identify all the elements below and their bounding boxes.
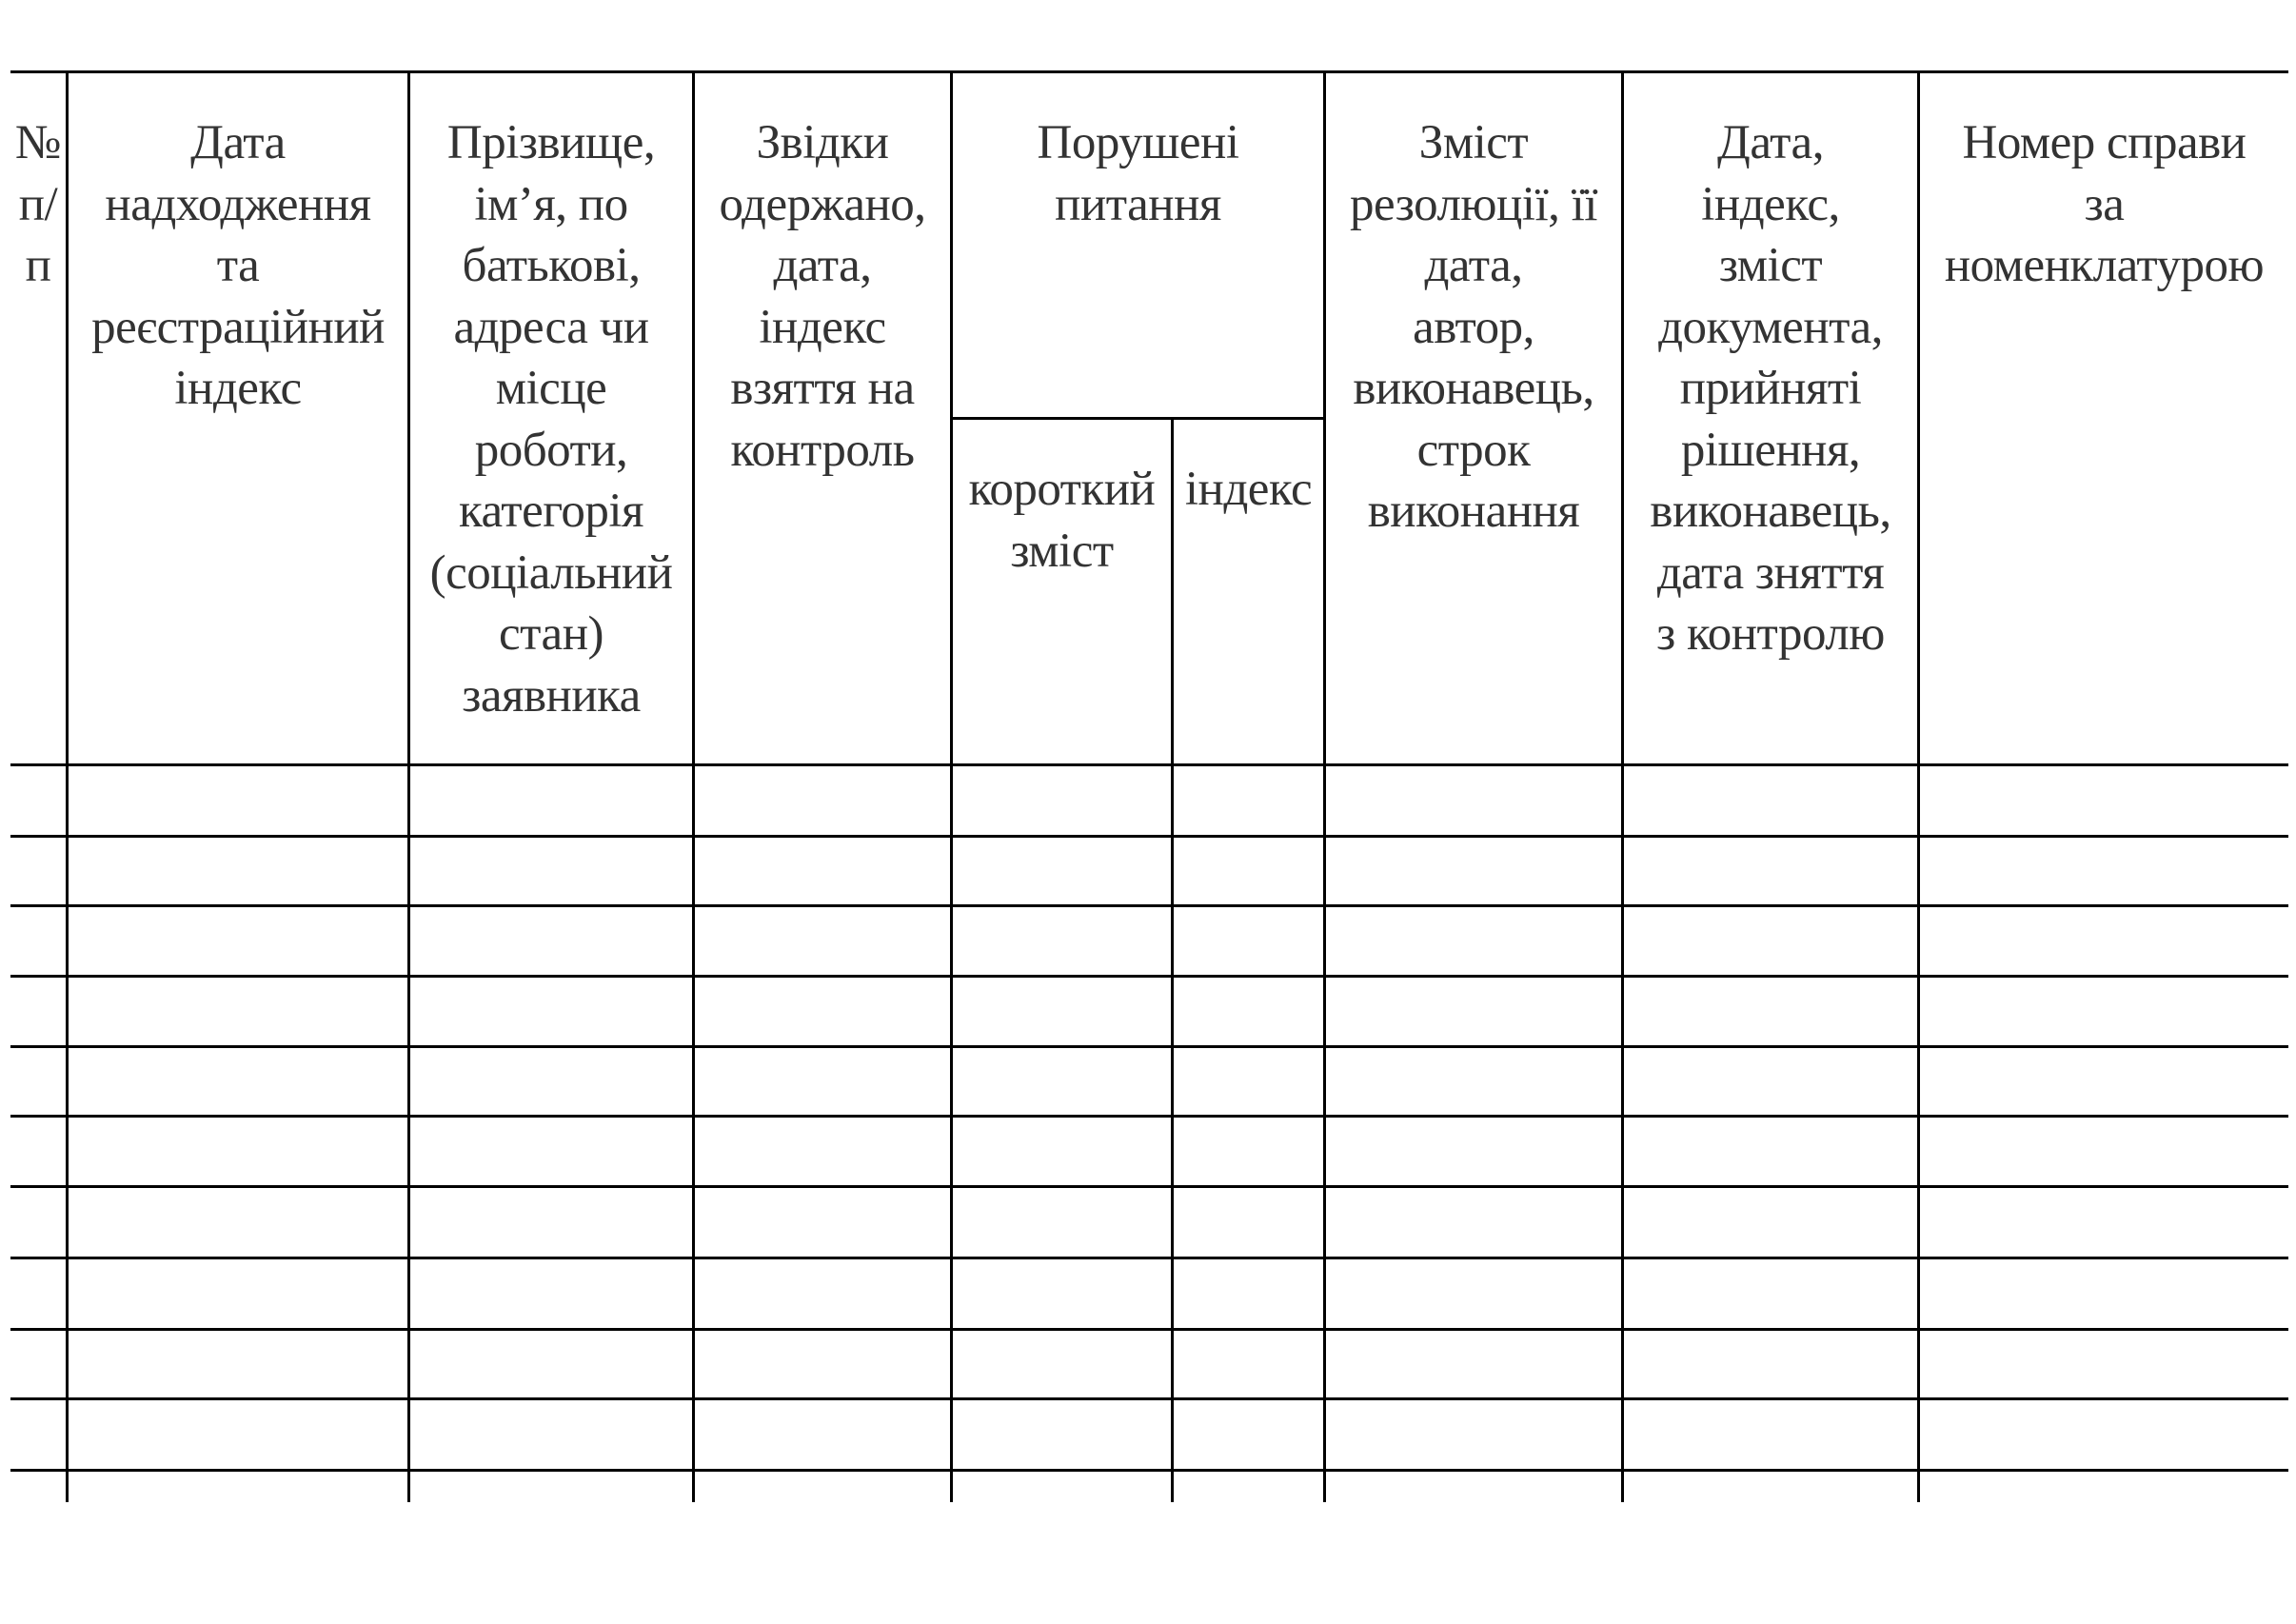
header-resolution: Зміст резолюції, її дата, автор, виконавець, строк виконання xyxy=(1350,116,1597,538)
row-divider xyxy=(10,1469,2288,1472)
table-row xyxy=(10,766,2288,835)
header-number: № п/ п xyxy=(14,116,62,292)
header-outcome: Дата, індекс, зміст документа, прийняті рішення, виконавець, дата зняття з контролю xyxy=(1650,116,1891,661)
table-row xyxy=(10,1331,2288,1397)
header-issues: Порушені питання xyxy=(1037,116,1239,231)
header-issues-index: індекс xyxy=(1184,463,1313,516)
header-case-number: Номер справи за номенклатурою xyxy=(1944,116,2265,292)
header-received-date-index: Дата надходження та реєстраційний індекс xyxy=(91,116,385,415)
header-source: Звідки одержано, дата, індекс взяття на контроль xyxy=(719,116,926,477)
table-top-border xyxy=(10,70,2288,73)
table-row xyxy=(10,1188,2288,1257)
header-applicant: Прізвище, ім’я, по батькові, адреса чи місце роботи, категорія (соціальний стан) заявника xyxy=(429,116,673,723)
table-row xyxy=(10,1118,2288,1185)
header-issues-summary: короткий зміст xyxy=(968,463,1156,578)
table-row xyxy=(10,978,2288,1045)
table-row xyxy=(10,907,2288,975)
table-row xyxy=(10,838,2288,904)
subheader-divider xyxy=(951,417,1324,420)
table-row xyxy=(10,1259,2288,1328)
table-row xyxy=(10,1400,2288,1469)
table-row xyxy=(10,1048,2288,1115)
